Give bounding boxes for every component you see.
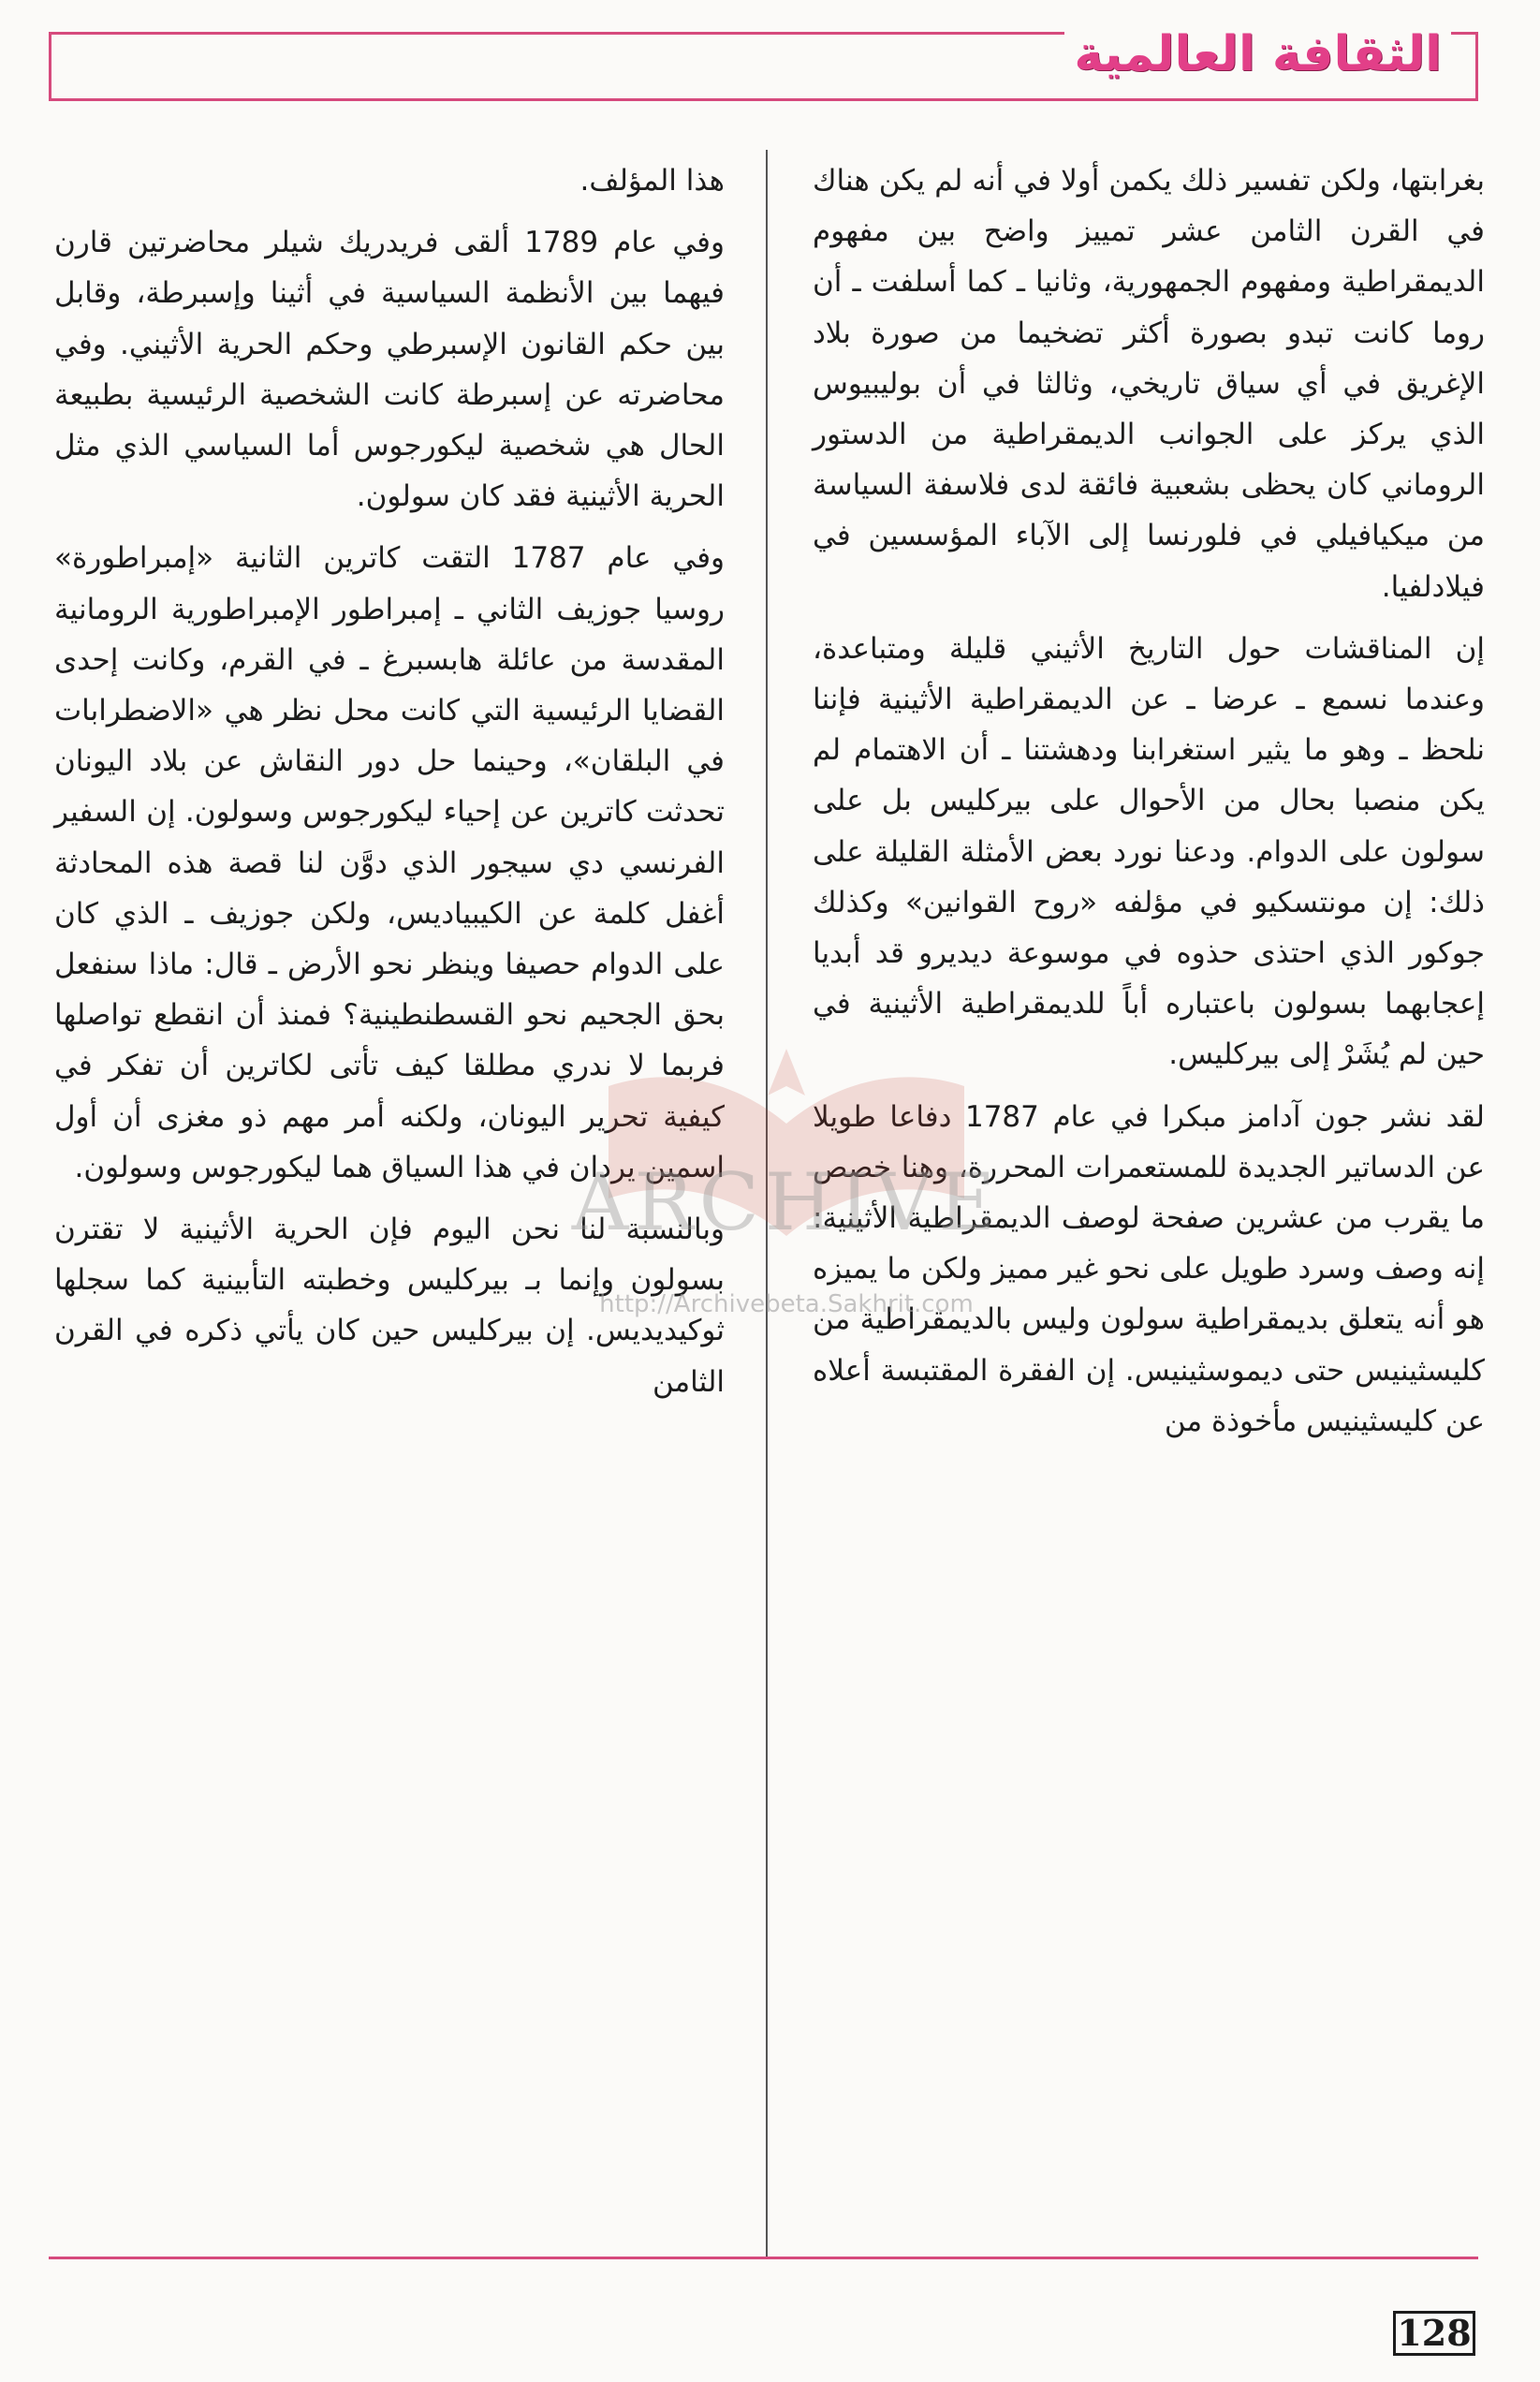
paragraph: بغرابتها، ولكن تفسير ذلك يكمن أولا في أنه لم يكن هناك في القرن الثامن عشر تمييز واضح بين مفهوم الديمقراطية ومفهوم الجمهورية، وثانيا ـ كما أسلفت ـ أن روما كانت تبدو بصورة أكثر تضخيما من صورة بلاد الإغريق في أي سياق تاريخي، وثالثا في أن بوليبيوس الذي يركز على الجوانب الديمقراطية من الدستور الروماني كان يحظى بشعبية فائقة لدى فلاسفة السياسة من ميكيافيلي في فلورنسا إلى الآباء المؤسسين في فيلادلفيا. <box>813 164 1485 604</box>
page-number: 128 <box>1393 2311 1475 2356</box>
watermark-url: http://Archivebeta.Sakhrit.com <box>599 1290 974 1318</box>
paragraph: وفي عام 1789 ألقى فريدريك شيلر محاضرتين قارن فيهما بين الأنظمة السياسية في أثينا وإسبرطة، وقابل بين حكم القانون الإسبرطي وحكم الحرية الأثيني. وفي محاضرته عن إسبرطة كانت الشخصية الرئيسية بطبيعة الحال هي شخصية ليكورجوس أما السياسي الذي مثل الحرية الأثينية فقد كان سولون. <box>54 226 725 514</box>
left-column <box>54 155 725 1407</box>
column-divider <box>766 150 768 2257</box>
paragraph: وفي عام 1787 التقت كاترين الثانية «إمبراطورة» روسيا جوزيف الثاني ـ إمبراطور الإمبراطورية الرومانية المقدسة من عائلة هابسبرغ ـ في القرم، وكانت إحدى القضايا الرئيسية التي كانت محل نظر هي «الاضطرابات في البلقان»، وحينما حل دور النقاش عن بلاد اليونان تحدثت كاترين عن إحياء ليكورجوس وسولون. إن السفير الفرنسي دي سيجور الذي دوَّن لنا قصة هذه المحادثة أغفل كلمة عن الكيبياديس، ولكن جوزيف ـ الذي كان على الدوام حصيفا وينظر نحو الأرض ـ قال: ماذا سنفعل بحق الجحيم نحو القسطنطينية؟ فمنذ أن انقطع تواصلها فربما لا ندري مطلقا كيف تأتى لكاترين أن تفكر في كيفية تحرير اليونان، ولكنه أمر مهم ذو مغزى أن أول اسمين يردان في هذا السياق هما ليكورجوس وسولون. <box>54 541 725 1184</box>
watermark-text: ARCHIVE <box>571 1156 1002 1248</box>
paragraph: إن المناقشات حول التاريخ الأثيني قليلة ومتباعدة، وعندما نسمع ـ عرضا ـ عن الديمقراطية الأثينية فإننا نلحظ ـ وهو ما يثير استغرابنا ودهشتنا ـ أن الاهتمام لم يكن منصبا بحال من الأحوال على بيركليس بل على سولون على الدوام. ودعنا نورد بعض الأمثلة القليلة على ذلك: إن مونتسكيو في مؤلفه «روح القوانين» وكذلك جوكور الذي احتذى حذوه في موسوعة ديديرو قد أبديا إعجابهما بسولون باعتباره أباً للديمقراطية الأثينية في حين لم يُشَرْ إلى بيركليس. <box>813 631 1485 1072</box>
paragraph: هذا المؤلف. <box>579 164 725 198</box>
paragraph: لقد نشر جون آدامز مبكرا في عام 1787 دفاعا طويلا عن الدساتير الجديدة للمستعمرات المحررة، وهنا خصص ما يقرب من عشرين صفحة لوصف الديمقراطية الأثينية: إنه وصف وسرد طويل على نحو غير مميز ولكن ما يميزه هو أنه يتعلق بديمقراطية سولون وليس بالديمقراطية من كليسثينيس حتى ديموسثينيس. إن الفقرة المقتبسة أعلاه عن كليسثينيس مأخوذة من <box>813 1099 1485 1438</box>
header-frame <box>49 26 1478 101</box>
paragraph: وبالنسبة لنا نحن اليوم فإن الحرية الأثينية لا تقترن بسولون وإنما بـ بيركليس وخطبته التأبينية كما سجلها ثوكيديديس. إن بيركليس حين كان يأتي ذكره في القرن الثامن <box>54 1213 725 1399</box>
footer-rule <box>49 2257 1478 2259</box>
right-column <box>813 155 1485 1447</box>
magazine-title: الثقافة العالمية <box>1064 23 1451 87</box>
